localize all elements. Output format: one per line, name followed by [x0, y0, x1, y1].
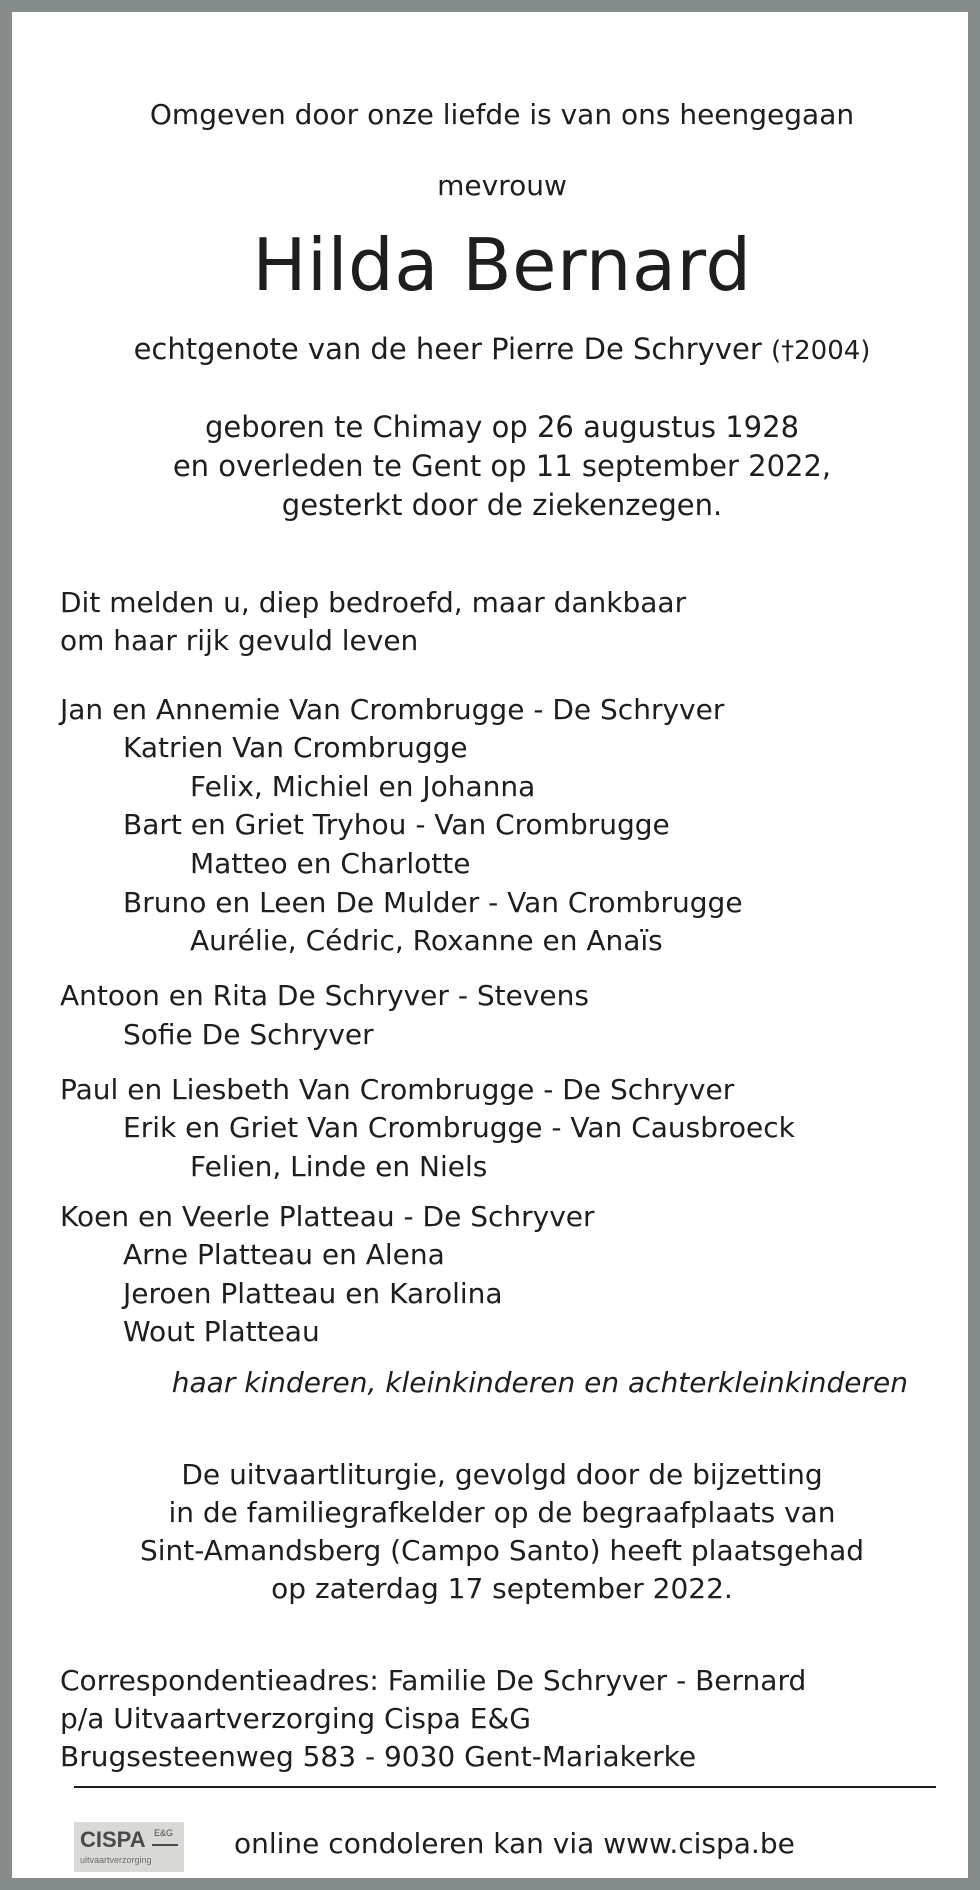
cispa-logo — [74, 1822, 184, 1872]
family-line: Matteo en Charlotte — [190, 847, 471, 880]
funeral-line-2: in de familiegrafkelder op de begraafplaats van — [168, 1496, 836, 1529]
spouse-text: echtgenote van de heer Pierre De Schryver — [133, 332, 762, 366]
family-line: Arne Platteau en Alena — [123, 1238, 445, 1271]
spouse-death-year: (†2004) — [770, 336, 871, 366]
family-line: Felien, Linde en Niels — [190, 1150, 488, 1183]
honorific: mevrouw — [437, 169, 567, 202]
family-line: Aurélie, Cédric, Roxanne en Anaïs — [190, 924, 663, 957]
footer-divider — [74, 1786, 936, 1788]
correspondence-line-1: Correspondentieadres: Familie De Schryver - Bernard — [60, 1664, 807, 1697]
funeral-line-4: op zaterdag 17 september 2022. — [271, 1572, 733, 1605]
family-closing: haar kinderen, kleinkinderen en achterkleinkinderen — [171, 1366, 908, 1399]
funeral-line-3: Sint-Amandsberg (Campo Santo) heeft plaatsgehad — [139, 1534, 865, 1567]
family-line: Koen en Veerle Platteau - De Schryver — [60, 1200, 595, 1233]
death-line: en overleden te Gent op 11 september 2022, — [172, 449, 832, 483]
family-line: Erik en Griet Van Crombrugge - Van Causbroeck — [123, 1111, 795, 1144]
announcement-line-1: Dit melden u, diep bedroefd, maar dankbaar — [60, 586, 687, 619]
correspondence-line-2: p/a Uitvaartverzorging Cispa E&G — [60, 1702, 531, 1735]
logo-superscript: E&G — [154, 1828, 174, 1838]
logo-underline — [152, 1844, 178, 1846]
correspondence-line-3: Brugsesteenweg 583 - 9030 Gent-Mariakerke — [60, 1740, 697, 1773]
deceased-name: Hilda Bernard — [252, 223, 752, 307]
family-line: Bart en Griet Tryhou - Van Crombrugge — [123, 808, 670, 841]
family-line: Katrien Van Crombrugge — [123, 731, 468, 764]
spouse-line — [12, 330, 980, 370]
logo-wordmark: CISPA — [80, 1827, 146, 1852]
announcement-line-2: om haar rijk gevuld leven — [60, 624, 419, 657]
logo-subtitle: uitvaartverzorging — [80, 1855, 152, 1865]
family-line: Paul en Liesbeth Van Crombrugge - De Schryver — [60, 1073, 735, 1106]
funeral-line-1: De uitvaartliturgie, gevolgd door de bijzetting — [181, 1458, 823, 1491]
family-line: Jan en Annemie Van Crombrugge - De Schryver — [60, 693, 725, 726]
family-line: Bruno en Leen De Mulder - Van Crombrugge — [123, 886, 743, 919]
sacrament-line: gesterkt door de ziekenzegen. — [281, 488, 723, 522]
family-line: Jeroen Platteau en Karolina — [123, 1277, 503, 1310]
online-condolences: online condoleren kan via www.cispa.be — [234, 1827, 795, 1860]
birth-line: geboren te Chimay op 26 augustus 1928 — [204, 410, 800, 444]
intro-text: Omgeven door onze liefde is van ons heengegaan — [149, 98, 855, 131]
family-line: Wout Platteau — [123, 1315, 320, 1348]
family-line: Felix, Michiel en Johanna — [190, 770, 536, 803]
family-line: Antoon en Rita De Schryver - Stevens — [60, 979, 589, 1012]
family-line: Sofie De Schryver — [123, 1018, 374, 1051]
